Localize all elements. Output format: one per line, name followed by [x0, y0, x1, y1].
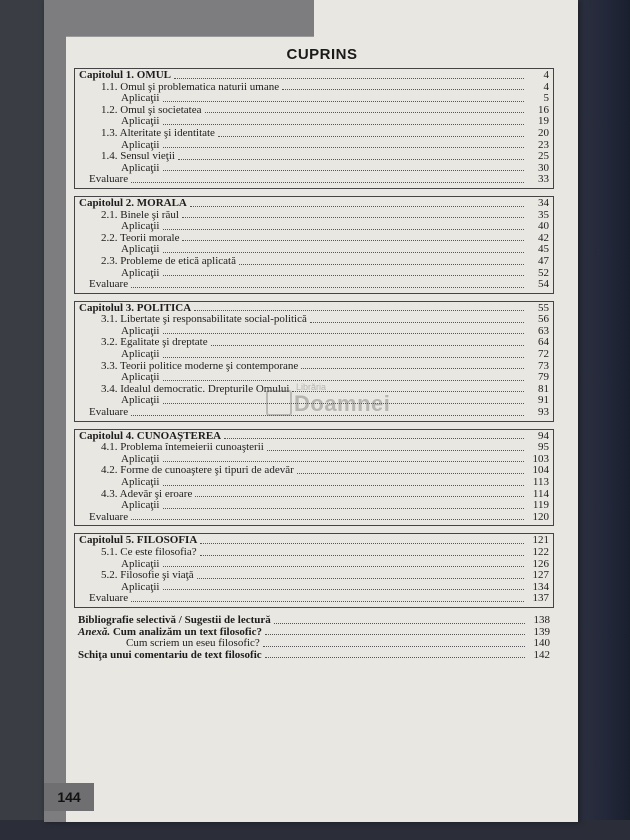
watermark-big-text: Doamnei	[294, 391, 391, 416]
page-number: 144	[57, 789, 81, 805]
toc-entry-aplicatii[interactable]: Aplicaţii 23	[121, 138, 549, 151]
watermark-small-text: Librăria	[296, 382, 327, 392]
toc-entry-section[interactable]: 4.2. Forme de cunoaştere şi tipuri de adevăr 104	[101, 464, 549, 477]
toc-entry-aplicatii[interactable]: Aplicaţii 113	[121, 476, 549, 488]
toc-entry-section[interactable]: 5.2. Filosofie şi viaţă 127	[101, 569, 549, 582]
toc-chapter-heading[interactable]: Capitolul 5. FILOSOFIA 121	[79, 534, 549, 547]
page-margin-band	[44, 0, 66, 822]
toc-entry-section[interactable]: 1.3. Alteritate şi identitate 20	[101, 126, 549, 139]
leader-dots	[200, 543, 524, 544]
toc-entry-aplicatii[interactable]: Aplicaţii 5	[121, 92, 549, 105]
leader-dots	[131, 182, 524, 183]
toc-entry-section[interactable]: 3.1. Libertate şi responsabilitate social-politică 56	[101, 313, 549, 326]
toc-entry-section[interactable]: 4.3. Adevăr şi eroare 114	[101, 487, 549, 500]
toc-entry-bibliography[interactable]: Bibliografie selectivă / Sugestii de lectură 138	[78, 613, 550, 626]
leader-dots	[301, 368, 524, 369]
toc-entry-aplicatii[interactable]: Aplicaţii 91	[121, 394, 549, 407]
watermark-logo-icon	[266, 390, 292, 416]
toc-chapter-heading[interactable]: Capitolul 3. POLITICA 55	[79, 301, 549, 314]
toc-final-section	[74, 615, 554, 661]
leader-dots	[263, 646, 525, 647]
toc-entry-evaluare[interactable]: Evaluare 33	[89, 173, 549, 186]
toc-entry-section[interactable]: 2.1. Binele şi răul 35	[101, 208, 549, 221]
leader-dots	[163, 124, 525, 125]
toc-entry-anexa[interactable]: Anexă. Cum analizăm un text filosofic? 139	[78, 625, 550, 638]
toc-entry-aplicatii[interactable]: Aplicaţii 40	[121, 220, 549, 233]
leader-dots	[224, 438, 524, 439]
leader-dots	[163, 333, 525, 334]
toc-chapter-heading[interactable]: Capitolul 1. OMUL 4	[79, 69, 549, 81]
book-page	[44, 0, 578, 822]
toc-entry-aplicatii[interactable]: Aplicaţii 79	[121, 371, 549, 384]
leader-dots	[163, 101, 525, 102]
leader-dots	[194, 310, 524, 311]
leader-dots	[182, 240, 524, 241]
toc-entry-aplicatii[interactable]: Aplicaţii 45	[121, 243, 549, 256]
leader-dots	[163, 357, 525, 358]
leader-dots	[163, 566, 525, 567]
leader-dots	[200, 555, 524, 556]
toc-entry-section[interactable]: 3.2. Egalitate şi dreptate 64	[101, 336, 549, 349]
toc-entry-section[interactable]: 2.3. Probleme de etică aplicată 47	[101, 254, 549, 267]
toc-entry-aplicatii[interactable]: Aplicaţii 30	[121, 161, 549, 174]
toc-entry-section[interactable]: 1.4. Sensul vieţii 25	[101, 150, 549, 163]
toc-entry-section[interactable]: 1.2. Omul şi societatea 16	[101, 103, 549, 116]
leader-dots	[131, 287, 524, 288]
leader-dots	[178, 159, 524, 160]
leader-dots	[174, 78, 524, 79]
toc-chapter-box	[74, 533, 554, 608]
leader-dots	[310, 322, 524, 323]
toc-entry-section[interactable]: 3.4. Idealul democratic. Drepturile Omului 81	[101, 382, 549, 395]
leader-dots	[239, 264, 524, 265]
toc-entry-section[interactable]: 4.1. Problema întemeierii cunoaşterii 95	[101, 441, 549, 454]
watermark	[266, 382, 391, 422]
toc-entry-schita[interactable]: Schiţa unui comentariu de text filosofic 142	[78, 648, 550, 661]
leader-dots	[163, 485, 525, 486]
book-cover-bottom	[0, 820, 630, 840]
leader-dots	[131, 601, 524, 602]
leader-dots	[163, 275, 525, 276]
toc-entry-aplicatii[interactable]: Aplicaţii 126	[121, 557, 549, 570]
toc-entry-evaluare[interactable]: Evaluare 93	[89, 406, 549, 419]
leader-dots	[274, 623, 525, 624]
leader-dots	[163, 508, 525, 509]
leader-dots	[163, 170, 525, 171]
toc-chapter-heading[interactable]: Capitolul 4. CUNOAŞTEREA 94	[79, 429, 549, 442]
leader-dots	[190, 206, 524, 207]
page-number-box	[44, 783, 94, 811]
leader-dots	[297, 473, 524, 474]
leader-dots	[197, 578, 524, 579]
toc-chapter-box	[74, 196, 554, 294]
leader-dots	[163, 147, 525, 148]
leader-dots	[163, 461, 525, 462]
leader-dots	[265, 657, 525, 658]
toc-entry-eseu[interactable]: Cum scriem un eseu filosofic? 140	[126, 637, 550, 650]
leader-dots	[163, 380, 525, 381]
leader-dots	[163, 589, 525, 590]
toc-entry-section[interactable]: 1.1. Omul şi problematica naturii umane 4	[101, 80, 549, 93]
leader-dots	[163, 252, 525, 253]
toc-entry-section[interactable]: 3.3. Teorii politice moderne şi contemporane 73	[101, 359, 549, 372]
toc-entry-aplicatii[interactable]: Aplicaţii 134	[121, 580, 549, 593]
toc-entry-evaluare[interactable]: Evaluare 120	[89, 510, 549, 523]
leader-dots	[282, 89, 524, 90]
toc-entry-evaluare[interactable]: Evaluare 137	[89, 592, 549, 605]
toc-entry-evaluare[interactable]: Evaluare 54	[89, 278, 549, 291]
leader-dots	[267, 450, 524, 451]
toc-entry-aplicatii[interactable]: Aplicaţii 63	[121, 324, 549, 337]
toc-entry-aplicatii[interactable]: Aplicaţii 72	[121, 348, 549, 361]
toc-chapter-box	[74, 429, 554, 527]
header-rule	[66, 36, 314, 37]
toc-entry-section[interactable]: 2.2. Teorii morale 42	[101, 231, 549, 244]
toc-entry-aplicatii[interactable]: Aplicaţii 19	[121, 115, 549, 128]
table-of-contents	[74, 68, 554, 661]
leader-dots	[195, 496, 524, 497]
toc-entry-aplicatii[interactable]: Aplicaţii 52	[121, 266, 549, 279]
leader-dots	[265, 634, 525, 635]
toc-chapter-heading[interactable]: Capitolul 2. MORALA 34	[79, 196, 549, 209]
page-title: CUPRINS	[286, 46, 358, 63]
leader-dots	[205, 112, 524, 113]
leader-dots	[182, 217, 524, 218]
toc-chapter-box	[74, 68, 554, 189]
leader-dots	[218, 136, 524, 137]
leader-dots	[131, 519, 524, 520]
toc-entry-aplicatii[interactable]: Aplicaţii 119	[121, 499, 549, 512]
page-header-band	[44, 0, 314, 36]
book-cover-edge	[570, 0, 630, 840]
toc-entry-section[interactable]: 5.1. Ce este filosofia? 122	[101, 545, 549, 558]
leader-dots	[163, 229, 525, 230]
leader-dots	[211, 345, 524, 346]
toc-entry-aplicatii[interactable]: Aplicaţii 103	[121, 452, 549, 465]
